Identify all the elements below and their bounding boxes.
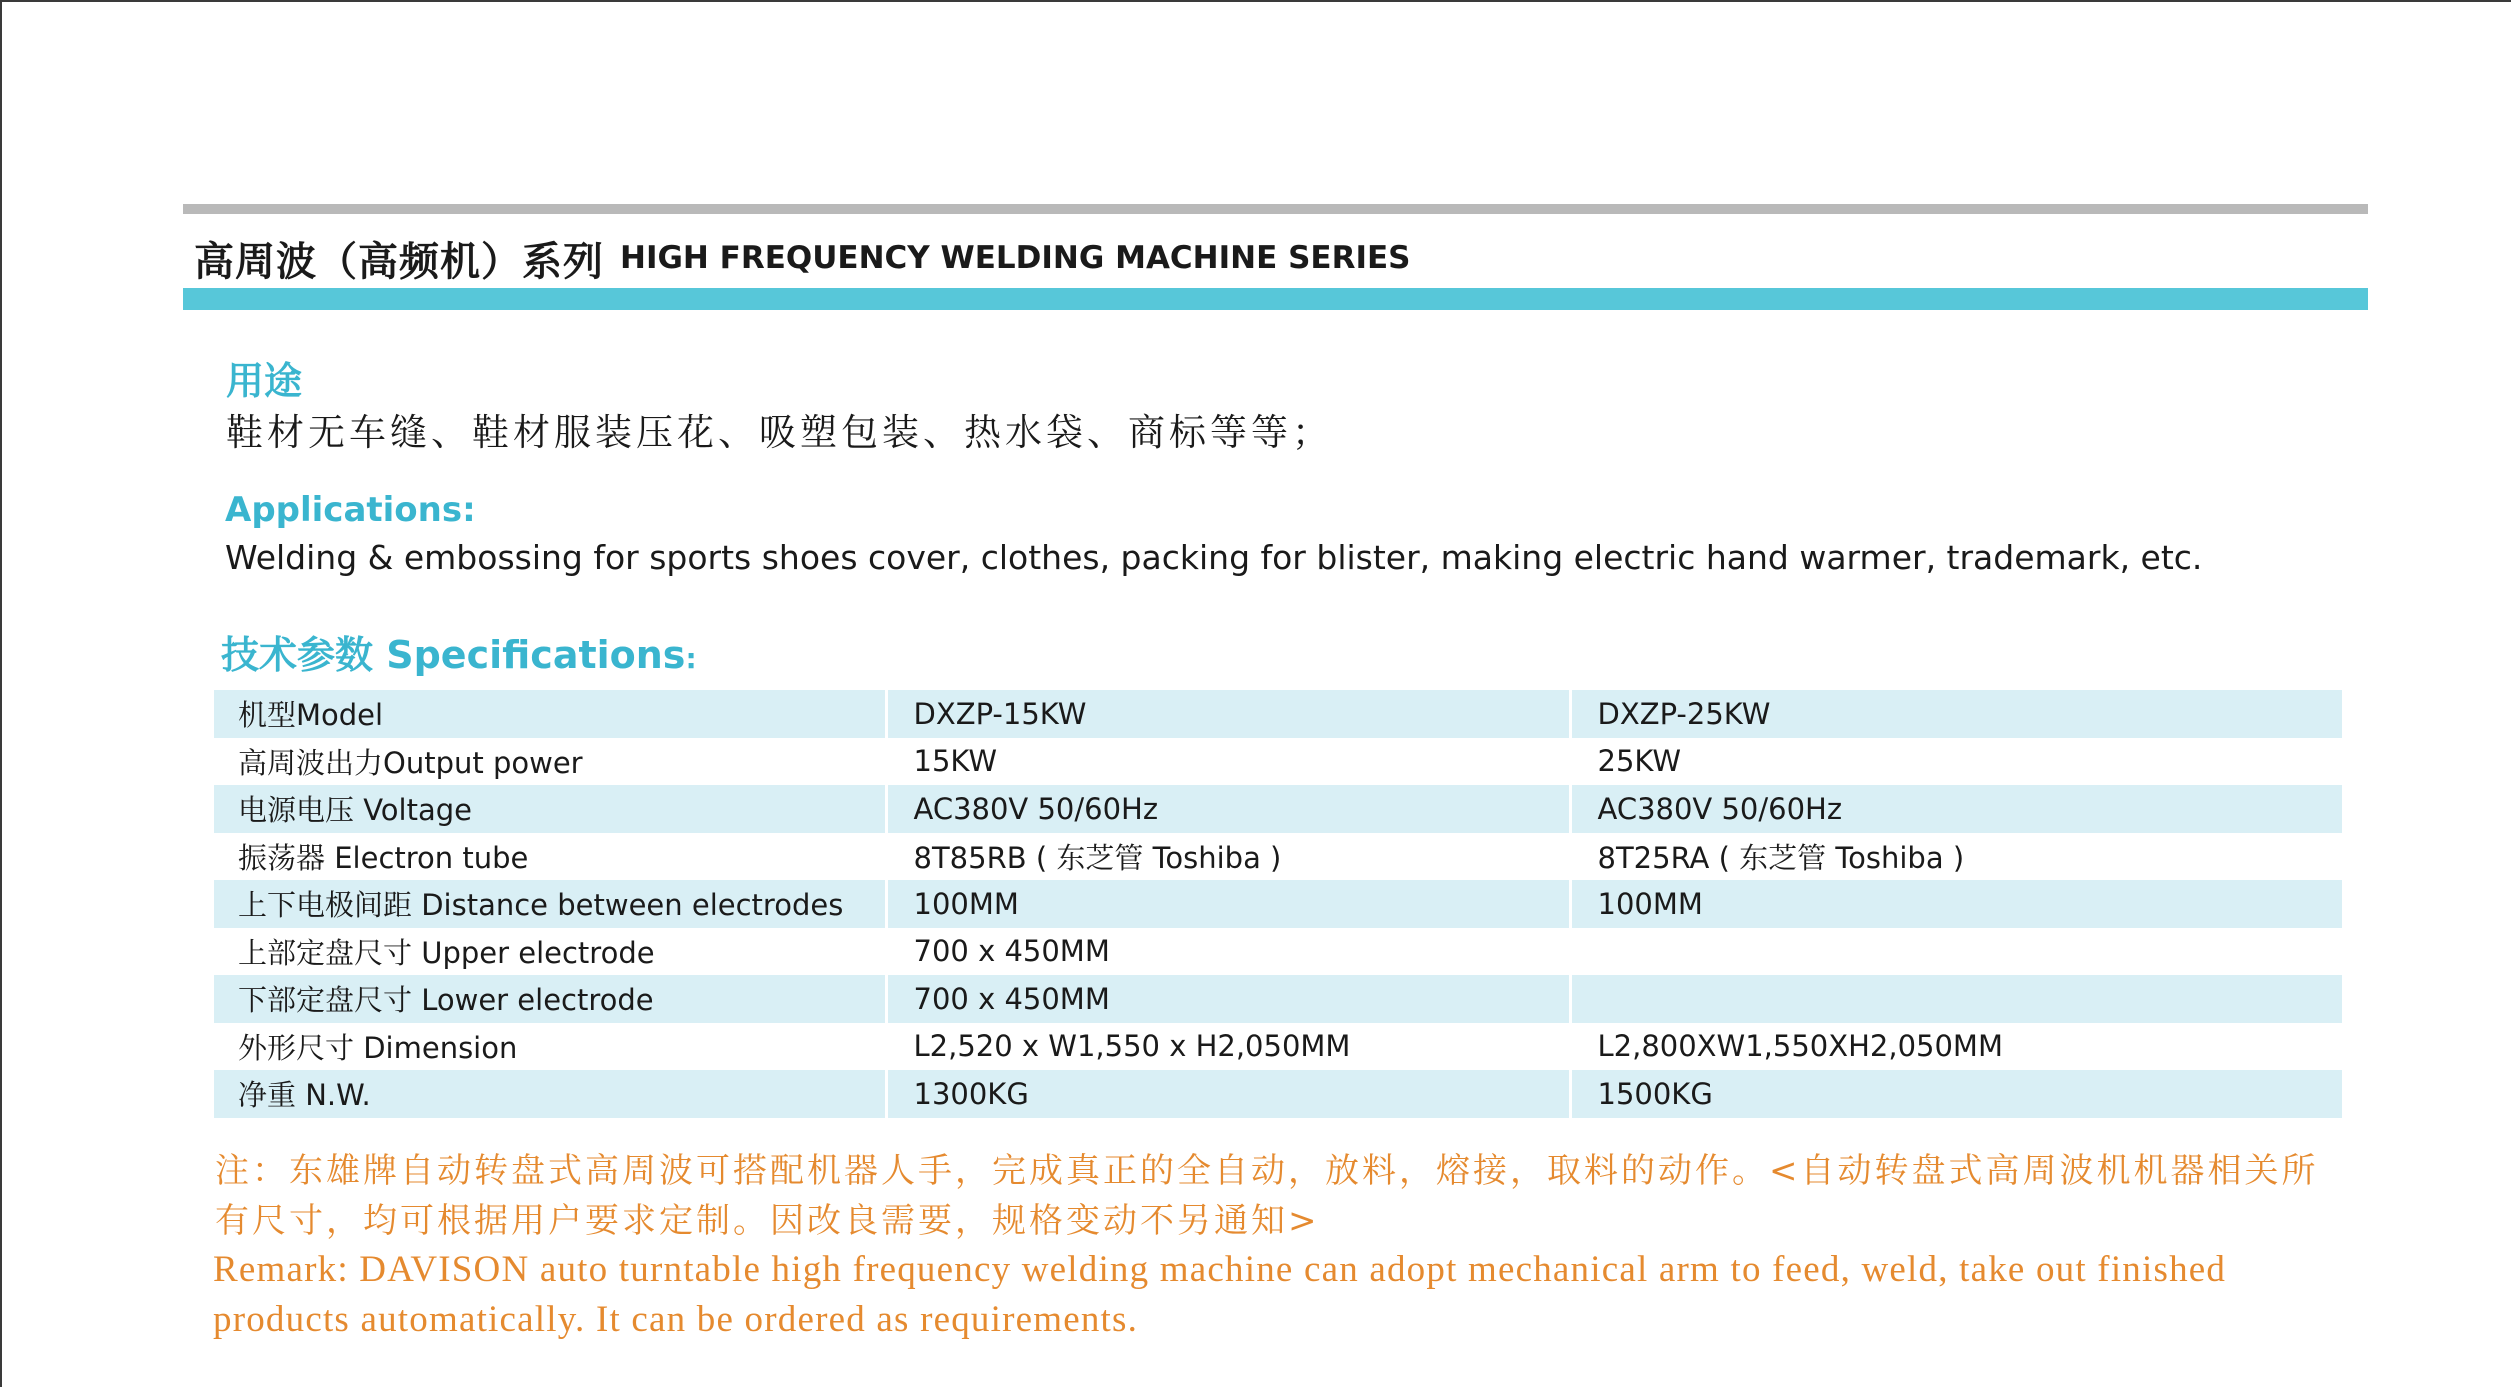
applications-text: Welding & embossing for sports shoes cover, clothes, packing for blister, making electric hand warmer, trademark, etc.: [225, 538, 2203, 577]
table-row: [214, 1070, 2342, 1118]
spec-label: 振荡器 Electron tube: [214, 833, 886, 881]
table-row: [214, 1023, 2342, 1071]
spec-value-25kw: [1570, 975, 2342, 1023]
spec-value-25kw: 100MM: [1570, 880, 2342, 928]
specifications-heading: [221, 624, 697, 679]
usage-heading: 用途: [226, 359, 303, 403]
spec-value-15kw: AC380V 50/60Hz: [886, 785, 1570, 833]
spec-label: 下部定盘尺寸 Lower electrode: [214, 975, 886, 1023]
spec-label: 电源电压 Voltage: [214, 785, 886, 833]
spec-value-15kw: 700 x 450MM: [886, 975, 1570, 1023]
spec-value-25kw: AC380V 50/60Hz: [1570, 785, 2342, 833]
top-gray-rule: [183, 204, 2368, 214]
spec-value-15kw: L2,520 x W1,550 x H2,050MM: [886, 1023, 1570, 1071]
remark-cn: 注：东雄牌自动转盘式高周波可搭配机器人手，完成真正的全自动，放料，熔接，取料的动作。<自动转盘式高周波机机器相关所有尺寸，均可根据用户要求定制。因改良需要，规格变动不另通知>: [215, 1151, 2319, 1241]
spec-value-25kw: 25KW: [1570, 738, 2342, 786]
spec-value-15kw: 100MM: [886, 880, 1570, 928]
spec-value-25kw: 1500KG: [1570, 1070, 2342, 1118]
table-row: [214, 690, 2342, 738]
spec-label: 高周波出力Output power: [214, 738, 886, 786]
spec-value-15kw: 1300KG: [886, 1070, 1570, 1118]
page-title-cn: 高周波（高频机）系列: [194, 238, 604, 285]
page-title: [194, 228, 1411, 288]
remark-en: Remark: DAVISON auto turntable high frequency welding machine can adopt mechanical arm to feed, weld, take out finished products automatically. It can be ordered as requirements.: [213, 1249, 2227, 1340]
table-row: [214, 975, 2342, 1023]
spec-value-15kw: 700 x 450MM: [886, 928, 1570, 976]
spec-value-15kw: DXZP-15KW: [886, 690, 1570, 738]
table-row: [214, 880, 2342, 928]
spec-value-25kw: [1570, 928, 2342, 976]
table-row: [214, 785, 2342, 833]
spec-label: 机型Model: [214, 690, 886, 738]
page-title-en: HIGH FREQUENCY WELDING MACHINE SERIES: [620, 240, 1411, 276]
specifications-heading-colon: :: [685, 642, 697, 675]
spec-label: 上下电极间距 Distance between electrodes: [214, 880, 886, 928]
spec-value-25kw: DXZP-25KW: [1570, 690, 2342, 738]
usage-text: 鞋材无车缝、鞋材服装压花、吸塑包装、热水袋、商标等等；: [226, 411, 1333, 454]
applications-heading: Applications:: [225, 490, 476, 530]
specifications-table: [214, 690, 2342, 1118]
title-underline-band: [183, 288, 2368, 310]
table-row: [214, 928, 2342, 976]
spec-label: 外形尺寸 Dimension: [214, 1023, 886, 1071]
spec-value-15kw: 8T85RB ( 东芝管 Toshiba ): [886, 833, 1570, 881]
spec-label: 上部定盘尺寸 Upper electrode: [214, 928, 886, 976]
table-row: [214, 833, 2342, 881]
spec-value-15kw: 15KW: [886, 738, 1570, 786]
table-row: [214, 738, 2342, 786]
spec-value-25kw: 8T25RA ( 东芝管 Toshiba ): [1570, 833, 2342, 881]
spec-label: 净重 N.W.: [214, 1070, 886, 1118]
spec-value-25kw: L2,800XW1,550XH2,050MM: [1570, 1023, 2342, 1071]
specifications-heading-text: 技术参数 Specifications: [221, 633, 686, 677]
